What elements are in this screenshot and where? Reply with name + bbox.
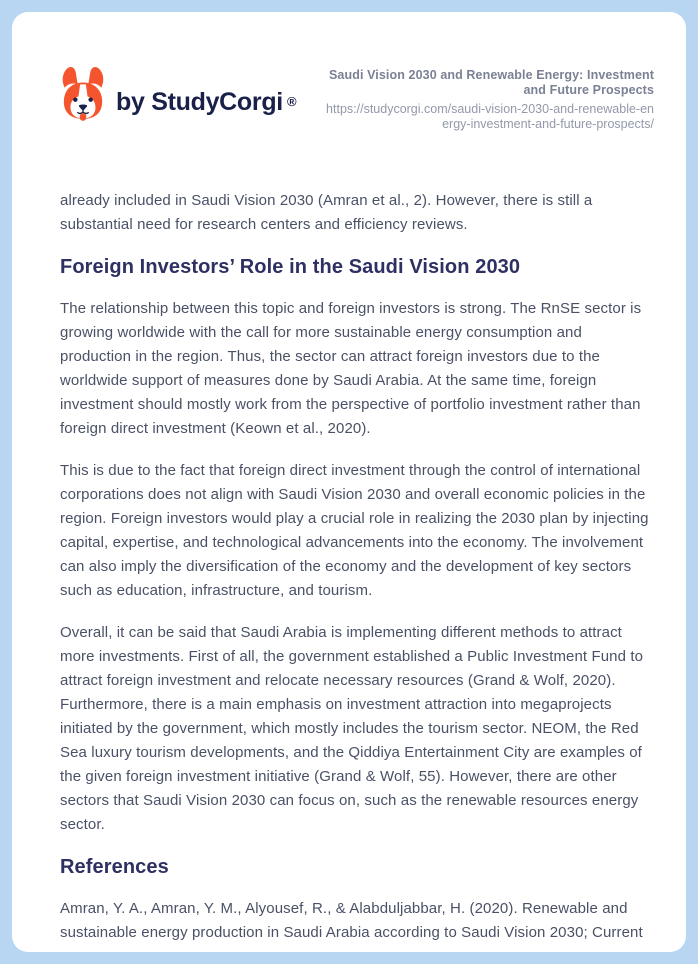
- intro-paragraph: already included in Saudi Vision 2030 (Amran et al., 2). However, there is still a substantial need for research centers and efficiency reviews.: [60, 192, 593, 233]
- document-card: [12, 12, 686, 952]
- studycorgi-logo[interactable]: [60, 64, 297, 122]
- document-header: [60, 64, 654, 132]
- paragraph: This is due to the fact that foreign direct investment through the control of international corporations does not align with Saudi Vision 2030 and overall economic policies in the region. Foreign investors would play a crucial role in realizing the 2030 plan by injecting capital, expertise, and technological advancements into the economy. The involvement can also imply the diversification of the economy and the development of key sectors such as education, infrastructure, and tourism.: [60, 462, 649, 599]
- corgi-logo-icon: [60, 64, 106, 122]
- document-url-link[interactable]: https://studycorgi.com/saudi-vision-2030-and-renewable-energy-investment-and-future-prospects/: [326, 102, 654, 131]
- section-heading-references: References: [60, 856, 169, 878]
- paragraph: Overall, it can be said that Saudi Arabia is implementing different methods to attract more investments. First of all, the government established a Public Investment Fund to attract foreign investment and relocate necessary resources (Grand & Wolf, 2020). Furthermore, there is a main emphasis on investment attraction into megaprojects initiated by the government, which mostly includes the tourism sector. NEOM, the Red Sea luxury tourism developments, and the Qiddiya Entertainment City are examples of the given foreign investment initiative (Grand & Wolf, 55). However, there are other sectors that Saudi Vision 2030 can focus on, such as the renewable resources energy sector.: [60, 624, 644, 833]
- document-title: Saudi Vision 2030 and Renewable Energy: Investment and Future Prospects: [328, 68, 654, 97]
- registered-trademark: ®: [286, 93, 297, 109]
- logo-wordmark: by StudyCorgi: [116, 87, 283, 116]
- document-meta: [324, 64, 654, 132]
- reference-entry: Amran, Y. A., Amran, Y. M., Alyousef, R., & Alabduljabbar, H. (2020). Renewable and sustainable energy production in Saudi Arabia according to Saudi Vision 2030; Current: [60, 900, 643, 941]
- section-heading-foreign-investors: Foreign Investors’ Role in the Saudi Vision 2030: [60, 256, 521, 278]
- article-body: [60, 189, 655, 945]
- paragraph: The relationship between this topic and foreign investors is strong. The RnSE sector is growing worldwide with the call for more sustainable energy consumption and production in the region. Thus, the sector can attract foreign investors due to the worldwide support of measures done by Saudi Arabia. At the same time, foreign investment should mostly work from the perspective of portfolio investment rather than foreign direct investment (Keown et al., 2020).: [60, 300, 642, 437]
